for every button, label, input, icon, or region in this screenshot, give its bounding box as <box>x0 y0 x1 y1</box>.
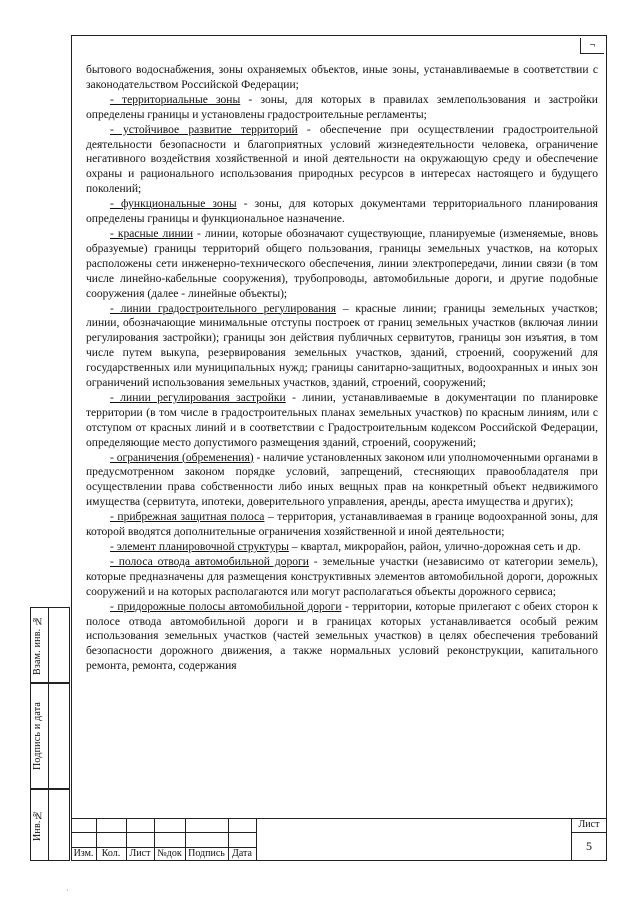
defined-term: - придорожные полосы автомобильной дороги <box>110 600 342 613</box>
defined-term: - устойчивое развитие территорий <box>110 123 298 136</box>
paragraph-text: – территория, устанавливаемая в границе водоохранной зоны, для которой вводятся дополнительные ограничения хозяйственной и иной деятельности; <box>86 511 598 539</box>
paragraph <box>86 123 598 198</box>
stamp-sheet-line <box>571 832 607 833</box>
defined-term: - прибрежная защитная полоса <box>110 511 265 524</box>
paragraph-text: - земельные участки (независимо от категории земель), которые предназначены для размещения конструктивных элементов автомобильной дороги, дорожных сооружений и на которых располагаются или могут располагаться объекты дорожного сервиса; <box>86 555 598 598</box>
stamp-col-signature: Подпись <box>188 848 225 859</box>
strip-label-vzam-inv: Взам. инв. № <box>32 614 43 676</box>
corner-mark: ¬ <box>580 38 604 54</box>
stamp-col-date: Дата <box>232 848 252 859</box>
stamp-col-izm: Изм. <box>73 848 94 859</box>
defined-term: - красные линии <box>110 227 194 240</box>
paragraph-text: - зоны, для которых документами территориального планирования определены границы и функциональное назначение. <box>86 198 598 226</box>
defined-term: - линии градостроительного регулирования <box>110 302 337 315</box>
stamp-col-ndok: №док <box>157 848 182 859</box>
paragraph-text: – квартал, микрорайон, район, улично-дорожная сеть и др. <box>288 541 581 553</box>
paragraph <box>86 63 598 93</box>
strip-divider <box>48 607 49 861</box>
paragraph <box>86 600 598 675</box>
defined-term: - ограничения (обременения) <box>110 451 254 464</box>
title-block <box>71 818 607 861</box>
paragraph-text: - линии, которые обозначают существующие, планируемые (изменяемые, вновь образуемые) границы территорий общего пользования, границы земельных участков, на которых расположены сети инженерно-технического обеспечения, линии электропередачи, линии связи (в том числе линейно-кабельные сооружения), трубопроводы, автомобильные дороги, и другие подобные сооружения (далее - линейные объекты); <box>86 227 598 300</box>
stamp-col-kol: Кол. <box>101 848 121 859</box>
paragraph <box>86 93 598 123</box>
paragraph-text: - наличие установленных законом или уполномоченными органами в предусмотренном законом порядке условий, запрещений, стесняющих правообладателя при осуществлении права собственности либо иных вещных прав на конкретный объект недвижимого имущества (сервитута, ипотеки, доверительного управления, аренды, ареста имущества и других); <box>86 451 598 509</box>
paragraph-text: - зоны, для которых в правилах землепользования и застройки определены границы и установлены градостроительные регламенты; <box>86 93 598 121</box>
defined-term: - элемент планировочной структуры <box>110 541 289 553</box>
paragraph <box>86 227 598 302</box>
defined-term: - территориальные зоны <box>110 93 241 106</box>
paragraph <box>86 555 598 600</box>
paragraph <box>86 302 598 391</box>
sheet-number: 5 <box>586 839 592 853</box>
paragraph <box>86 197 598 227</box>
document-body <box>86 63 598 813</box>
paragraph <box>86 451 598 511</box>
paragraph <box>86 540 598 555</box>
paragraph-text: - линии, устанавливаемые в документации по планировке территории (в том числе в градостроительных планах земельных участков) по красным линиям, или с отступом от красных линий и в соответствии с Градостроительным кодексом Российской Федерации, определяющие место допустимого размещения зданий, строений, сооружений; <box>86 391 598 449</box>
paragraph-text: - обеспечение при осуществлении градостроительной деятельности безопасности и благоприятных условий жизнедеятельности человека, ограничение негативного воздействия хозяйственной и иной деятельности на окружающую среду и обеспечение охраны и рационального использования природных ресурсов в интересах настоящего и будущего поколений; <box>86 123 598 196</box>
stamp-col-list: Лист <box>129 848 151 859</box>
stamp-col-line <box>256 818 257 861</box>
defined-term: - полоса отвода автомобильной дороги <box>110 555 309 568</box>
paragraph-text: – красные линии; границы земельных участков; линии, обозначающие минимальные отступы построек от границ земельных участков (включая линии регулирования застройки); границы зон действия публичных сервитутов, границы зон изъятия, в том числе путем выкупа, резервирования земельных участков, зданий, строений, сооружений для государственных или муниципальных нужд; границы санитарно-защитных, водоохранных и иных зон ограничений использования земельных участков, зданий, строений, сооружений; <box>86 302 598 390</box>
defined-term: - линии регулирования застройки <box>110 391 286 404</box>
paragraph-text: - территории, которые прилегают с обеих сторон к полосе отвода автомобильной дороги и в границах которых устанавливается особый режим использования земельных участков (частей земельных участков) в целях обеспечения требований безопасности дорожного движения, а также нормальных условий реконструкции, капитального ремонта, ремонта, содержания <box>86 600 598 673</box>
strip-label-sign-date: Подпись и дата <box>32 701 43 771</box>
defined-term: - функциональные зоны <box>110 198 237 211</box>
sheet-label: Лист <box>578 819 600 830</box>
strip-label-inv-no: Инв.№ <box>32 809 43 841</box>
paragraph-text: бытового водоснабжения, зоны охраняемых объектов, иные зоны, устанавливаемые в соответствии с законодательством Российской Федерации; <box>86 64 598 91</box>
paragraph <box>86 510 598 540</box>
stamp-top-line <box>71 818 607 819</box>
paragraph <box>86 391 598 451</box>
scan-speck: · <box>66 886 69 895</box>
